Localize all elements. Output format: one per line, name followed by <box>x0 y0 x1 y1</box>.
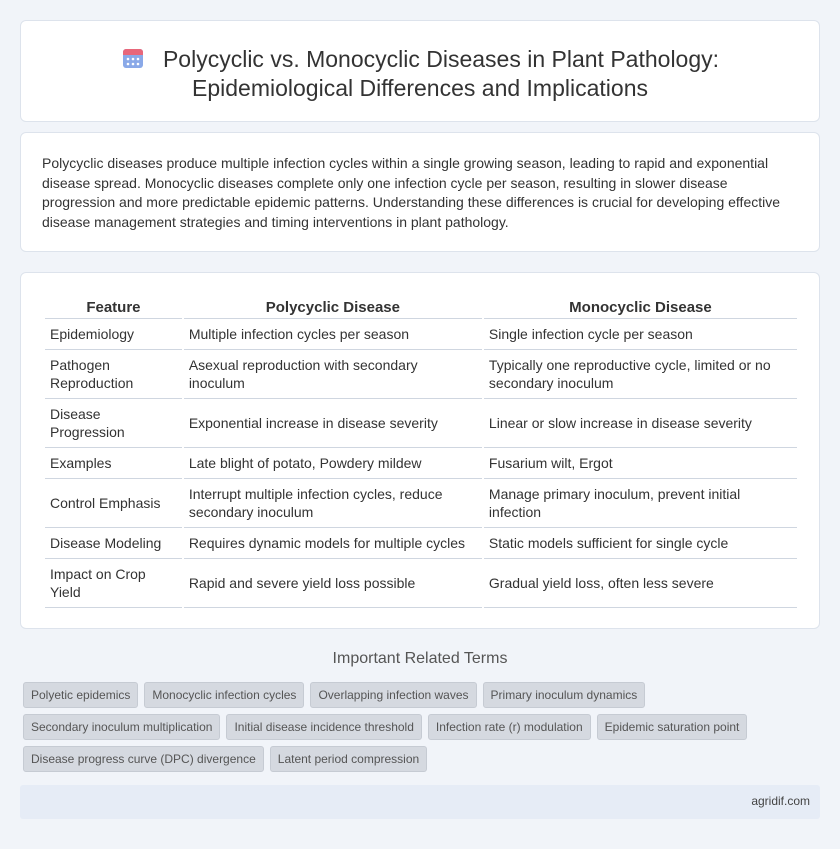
related-term-tag[interactable]: Infection rate (r) modulation <box>428 714 591 740</box>
cell-feature: Disease Progression <box>45 399 182 448</box>
table-row <box>45 350 797 399</box>
footer <box>20 785 820 819</box>
cell-monocyclic: Single infection cycle per season <box>484 319 797 350</box>
cell-polycyclic: Interrupt multiple infection cycles, reduce secondary inoculum <box>184 479 482 528</box>
table-row <box>45 448 797 479</box>
cell-monocyclic: Static models sufficient for single cycle <box>484 528 797 559</box>
intro-text: Polycyclic diseases produce multiple infection cycles within a single growing season, leading to rapid and exponential disease spread. Monocyclic diseases complete only one infection cycle per season, resulting in slower disease progression and more predictable epidemic patterns. Understanding these differences is crucial for developing effective disease management strategies and timing interventions in plant pathology. <box>42 155 781 230</box>
intro-card <box>20 132 820 252</box>
table-row <box>45 399 797 448</box>
cell-monocyclic: Manage primary inoculum, prevent initial infection <box>484 479 797 528</box>
cell-feature: Examples <box>45 448 182 479</box>
cell-monocyclic: Gradual yield loss, often less severe <box>484 559 797 608</box>
cell-polycyclic: Asexual reproduction with secondary inoculum <box>184 350 482 399</box>
table-row <box>45 528 797 559</box>
related-term-tag[interactable]: Overlapping infection waves <box>310 682 476 708</box>
cell-polycyclic: Requires dynamic models for multiple cycles <box>184 528 482 559</box>
related-terms-list <box>23 682 803 772</box>
related-term-tag[interactable]: Polyetic epidemics <box>23 682 138 708</box>
comparison-table <box>43 297 799 608</box>
cell-feature: Control Emphasis <box>45 479 182 528</box>
related-term-tag[interactable]: Epidemic saturation point <box>597 714 748 740</box>
footer-site-link[interactable]: agridif.com <box>751 794 810 808</box>
header-monocyclic: Monocyclic Disease <box>484 297 797 319</box>
related-term-tag[interactable]: Initial disease incidence threshold <box>226 714 421 740</box>
related-term-tag[interactable]: Secondary inoculum multiplication <box>23 714 220 740</box>
cell-polycyclic: Exponential increase in disease severity <box>184 399 482 448</box>
cell-feature: Epidemiology <box>45 319 182 350</box>
related-term-tag[interactable]: Monocyclic infection cycles <box>144 682 304 708</box>
cell-feature: Disease Modeling <box>45 528 182 559</box>
cell-feature: Impact on Crop Yield <box>45 559 182 608</box>
cell-polycyclic: Late blight of potato, Powdery mildew <box>184 448 482 479</box>
cell-polycyclic: Multiple infection cycles per season <box>184 319 482 350</box>
table-row <box>45 559 797 608</box>
page-title <box>21 45 819 103</box>
related-term-tag[interactable]: Latent period compression <box>270 746 427 772</box>
header-card <box>20 20 820 122</box>
related-term-tag[interactable]: Primary inoculum dynamics <box>483 682 646 708</box>
calendar-icon <box>121 46 145 70</box>
cell-monocyclic: Typically one reproductive cycle, limited or no secondary inoculum <box>484 350 797 399</box>
title-line-1: Polycyclic vs. Monocyclic Diseases in Plant Pathology: <box>162 46 720 72</box>
cell-polycyclic: Rapid and severe yield loss possible <box>184 559 482 608</box>
cell-monocyclic: Fusarium wilt, Ergot <box>484 448 797 479</box>
header-feature: Feature <box>45 297 182 319</box>
title-line-2: Epidemiological Differences and Implications <box>192 75 648 101</box>
table-header-row <box>45 297 797 319</box>
header-polycyclic: Polycyclic Disease <box>184 297 482 319</box>
related-term-tag[interactable]: Disease progress curve (DPC) divergence <box>23 746 264 772</box>
cell-feature: Pathogen Reproduction <box>45 350 182 399</box>
table-row <box>45 319 797 350</box>
table-row <box>45 479 797 528</box>
comparison-table-card <box>20 272 820 629</box>
cell-monocyclic: Linear or slow increase in disease severity <box>484 399 797 448</box>
related-terms-title: Important Related Terms <box>332 650 508 667</box>
